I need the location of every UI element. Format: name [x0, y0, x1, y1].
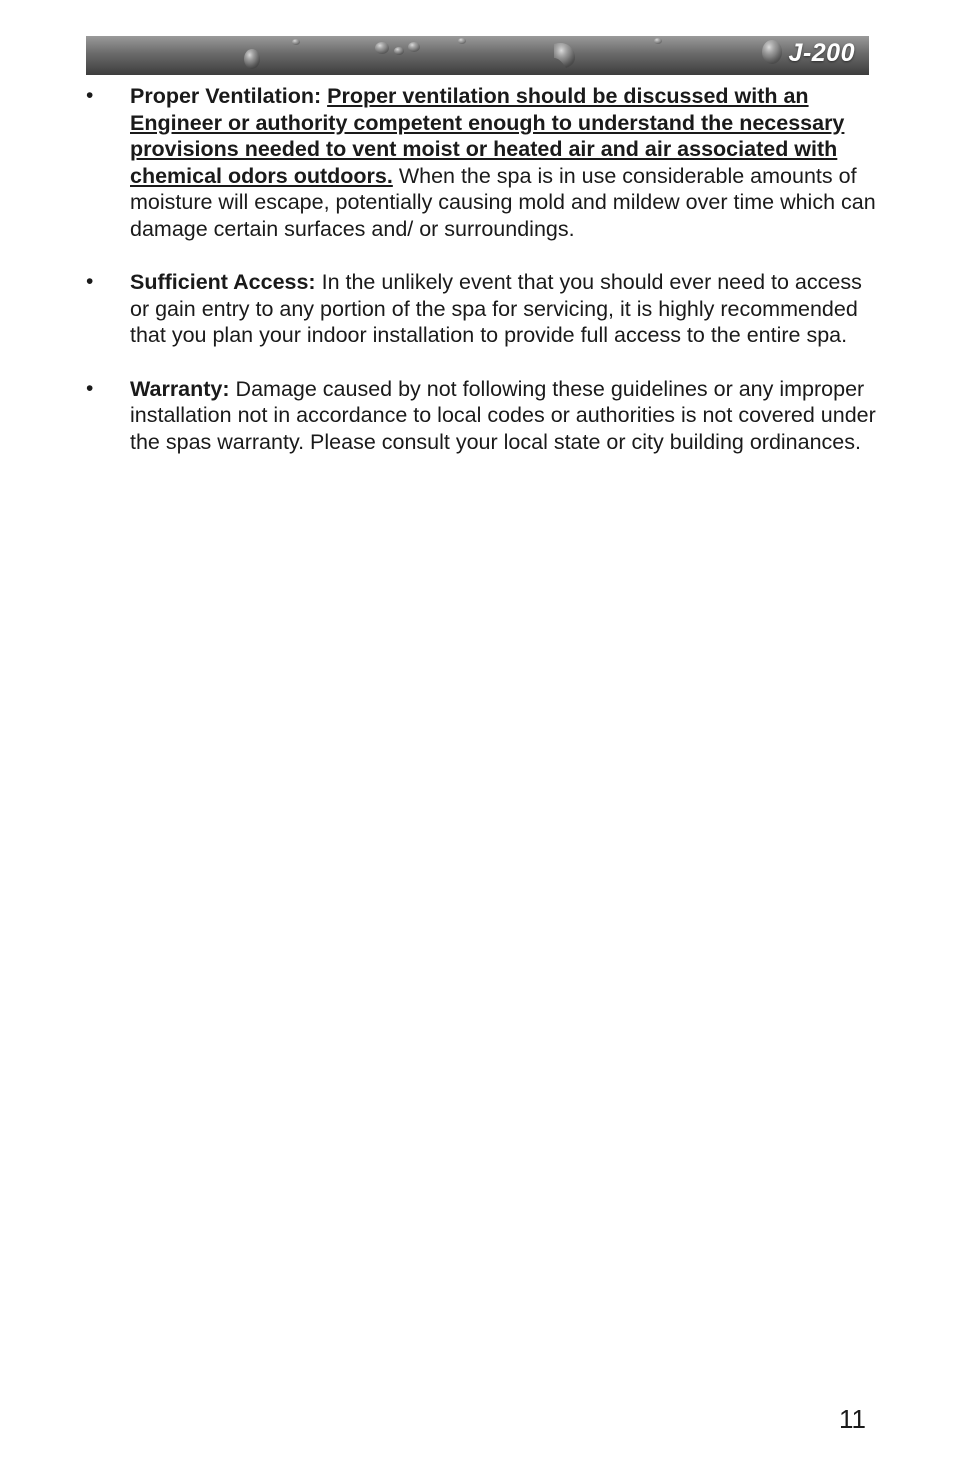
item-text: When the spa is in use considerable amounts of moisture will escape, potentially causing mold and mildew over time which can damage certain surfaces and/ or surroundings.: [130, 163, 876, 241]
item-text: Damage caused by not following these guidelines or any improper installation not in accordance to local codes or authorities is not covered under the spas warranty. Please consult your local state or city building ordinances.: [130, 376, 876, 454]
header-band: [86, 36, 869, 75]
item-label: Sufficient Access:: [130, 270, 316, 294]
water-drops-decoration-icon: [86, 36, 869, 75]
bullet-icon: •: [86, 270, 94, 293]
list-item-proper-ventilation: [86, 83, 876, 242]
list-item-sufficient-access: [86, 269, 876, 349]
page-number: 11: [839, 1404, 866, 1434]
bullet-icon: •: [86, 376, 94, 400]
item-emphasis: Proper ventilation should be discussed with an Engineer or authority competent enough to understand the necessary provisions needed to vent moist or heated air and air associated with chemical odors outdoors.: [130, 84, 845, 188]
list-item-warranty: [86, 376, 876, 456]
manual-model-title: J-200: [788, 39, 855, 67]
document-body: [86, 83, 876, 482]
bullet-icon: •: [86, 84, 94, 107]
item-text: In the unlikely event that you should ever need to access or gain entry to any portion of the spa for servicing, it is highly recommended that you plan your indoor installation to provide full access to the entire spa.: [130, 270, 862, 347]
item-label: Warranty:: [130, 376, 230, 401]
item-label: Proper Ventilation:: [130, 84, 322, 108]
